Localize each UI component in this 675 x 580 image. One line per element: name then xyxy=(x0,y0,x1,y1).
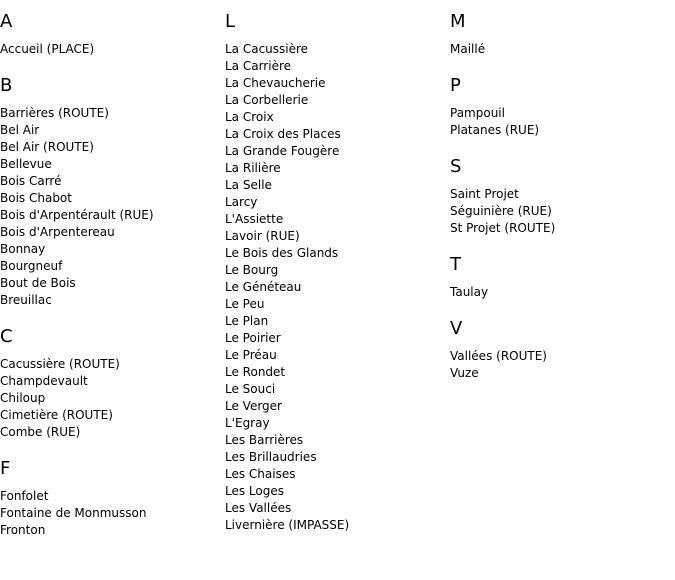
street-entry: La Cacussière xyxy=(225,42,309,56)
street-entry: St Projet (ROUTE) xyxy=(450,221,556,235)
index-section xyxy=(0,11,225,58)
index-section xyxy=(450,75,675,139)
section-letter-heading: L xyxy=(225,11,236,32)
street-entry: Fontaine de Monmusson xyxy=(0,506,147,520)
street-entry: Barrières (ROUTE) xyxy=(0,106,109,120)
street-list xyxy=(225,41,450,534)
street-list xyxy=(0,41,225,58)
index-section xyxy=(450,11,675,58)
section-letter-heading: V xyxy=(450,318,463,339)
street-entry: Bel Air (ROUTE) xyxy=(0,140,94,154)
street-entry: Champdevault xyxy=(0,374,88,388)
street-entry: La Croix xyxy=(225,110,274,124)
street-entry: Combe (RUE) xyxy=(0,425,81,439)
street-entry: Vallées (ROUTE) xyxy=(450,349,547,363)
street-entry: Les Chaises xyxy=(225,467,296,481)
street-entry: Bois Chabot xyxy=(0,191,72,205)
street-list xyxy=(0,105,225,309)
street-list xyxy=(450,284,675,301)
street-list xyxy=(0,356,225,441)
index-section xyxy=(0,326,225,441)
street-entry: Taulay xyxy=(450,285,489,299)
street-entry: Cimetière (ROUTE) xyxy=(0,408,113,422)
street-entry: Vuze xyxy=(450,366,479,380)
index-section xyxy=(225,11,450,534)
street-entry: La Croix des Places xyxy=(225,127,341,141)
street-list xyxy=(0,488,225,539)
street-entry: Chiloup xyxy=(0,391,46,405)
street-entry: Le Bourg xyxy=(225,263,279,277)
street-entry: Le Poirier xyxy=(225,331,281,345)
street-entry: Breuillac xyxy=(0,293,52,307)
section-letter-heading: S xyxy=(450,156,462,177)
section-letter-heading: T xyxy=(450,254,461,275)
street-entry: Le Verger xyxy=(225,399,282,413)
street-entry: Les Brillaudries xyxy=(225,450,317,464)
section-letter-heading: M xyxy=(450,11,466,32)
index-section xyxy=(0,75,225,309)
street-entry: Larcy xyxy=(225,195,258,209)
street-list xyxy=(450,105,675,139)
section-letter-heading: A xyxy=(0,11,13,32)
index-section xyxy=(450,254,675,301)
street-entry: La Corbellerie xyxy=(225,93,309,107)
street-entry: Saint Projet xyxy=(450,187,519,201)
street-entry: La Selle xyxy=(225,178,272,192)
section-letter-heading: B xyxy=(0,75,13,96)
street-entry: L'Egray xyxy=(225,416,270,430)
street-entry: Bois d'Arpentereau xyxy=(0,225,115,239)
section-letter-heading: C xyxy=(0,326,13,347)
street-entry: Lavoir (RUE) xyxy=(225,229,300,243)
street-list xyxy=(450,41,675,58)
street-entry: Fronton xyxy=(0,523,46,537)
street-entry: Bois Carré xyxy=(0,174,62,188)
street-entry: La Carrière xyxy=(225,59,292,73)
street-entry: Le Bois des Glands xyxy=(225,246,339,260)
street-entry: Les Barrières xyxy=(225,433,304,447)
street-entry: Bout de Bois xyxy=(0,276,76,290)
street-entry: Pampouil xyxy=(450,106,505,120)
street-entry: Le Souci xyxy=(225,382,276,396)
street-entry: L'Assiette xyxy=(225,212,284,226)
street-entry: Bourgneuf xyxy=(0,259,63,273)
street-entry: Bonnay xyxy=(0,242,46,256)
street-entry: Livernière (IMPASSE) xyxy=(225,518,350,532)
street-entry: Bellevue xyxy=(0,157,52,171)
street-entry: Platanes (RUE) xyxy=(450,123,540,137)
street-entry: La Grande Fougère xyxy=(225,144,340,158)
street-entry: La Chevaucherie xyxy=(225,76,326,90)
street-entry: Les Loges xyxy=(225,484,284,498)
column-left xyxy=(0,0,225,556)
street-entry: Bel Air xyxy=(0,123,40,137)
street-entry: Séguinière (RUE) xyxy=(450,204,552,218)
street-list xyxy=(450,348,675,382)
section-letter-heading: P xyxy=(450,75,461,96)
column-middle xyxy=(225,0,450,551)
street-entry: Le Plan xyxy=(225,314,269,328)
street-entry: Cacussière (ROUTE) xyxy=(0,357,120,371)
street-entry: Le Peu xyxy=(225,297,265,311)
street-entry: Le Généteau xyxy=(225,280,302,294)
street-entry: Bois d'Arpentérault (RUE) xyxy=(0,208,154,222)
index-section xyxy=(0,458,225,539)
street-entry: La Rilière xyxy=(225,161,281,175)
street-entry: Le Rondet xyxy=(225,365,286,379)
column-right xyxy=(450,0,675,399)
street-entry: Fonfolet xyxy=(0,489,49,503)
street-entry: Maillé xyxy=(450,42,486,56)
index-section xyxy=(450,156,675,237)
index-section xyxy=(450,318,675,382)
street-entry: Accueil (PLACE) xyxy=(0,42,95,56)
street-list xyxy=(450,186,675,237)
street-entry: Les Vallées xyxy=(225,501,292,515)
section-letter-heading: F xyxy=(0,458,11,479)
street-entry: Le Préau xyxy=(225,348,277,362)
